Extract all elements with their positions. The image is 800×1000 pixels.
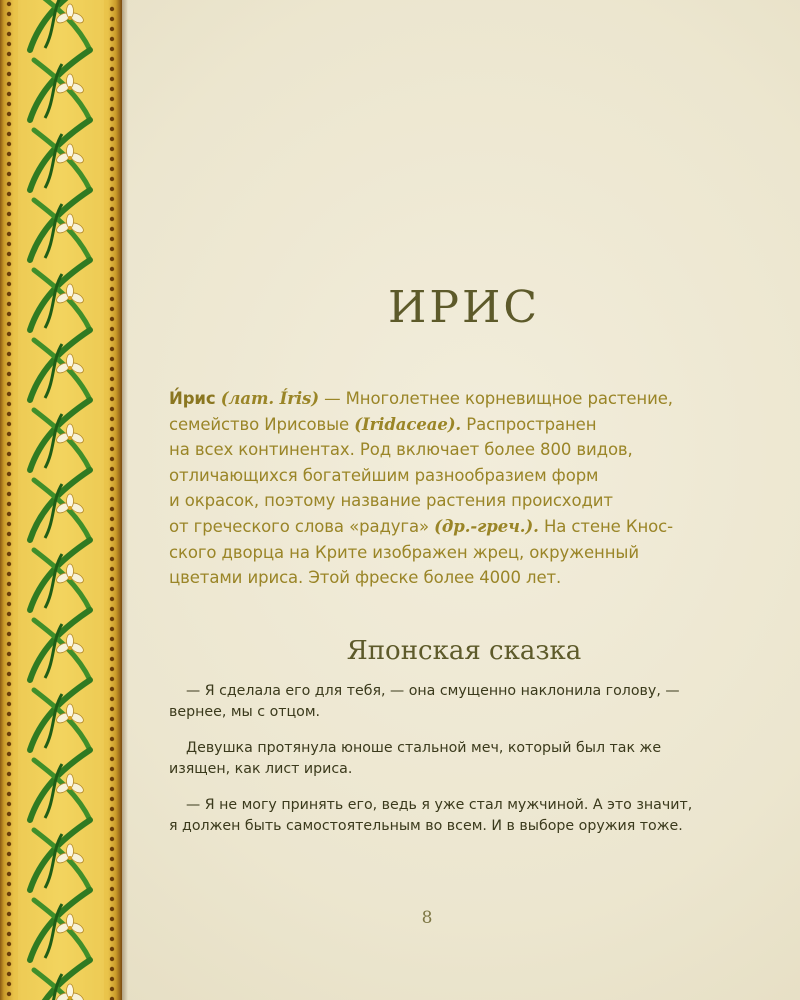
latin-name: (лат. Íris)	[220, 389, 319, 408]
intro-text: от греческого слова «радуга»	[169, 516, 430, 536]
intro-line: на всех континентах. Род включает более 800 видов,	[169, 440, 633, 460]
page-title: ИРИС	[387, 282, 540, 333]
intro-text: Распространен	[466, 414, 597, 434]
intro-text: семейство Ирисовые	[169, 414, 350, 434]
story-paragraph	[169, 795, 729, 837]
intro-text: На стене Кнос-	[543, 516, 673, 536]
intro-line	[169, 386, 729, 412]
intro-line	[169, 514, 729, 540]
intro-line: и окрасок, поэтому название растения происходит	[169, 491, 613, 511]
story-line: я должен быть самостоятельным во всем. И в выборе оружия тоже.	[169, 818, 683, 834]
story-line: изящен, как лист ириса.	[169, 761, 353, 777]
term-bold: И́рис	[169, 389, 216, 408]
story-line: — Я не могу принять его, ведь я уже стал мужчиной. А это значит,	[186, 797, 693, 813]
story-text	[169, 681, 729, 852]
border-shadow	[122, 0, 128, 1000]
intro-line: отличающихся богатейшим разнообразием форм	[169, 465, 599, 485]
ornamental-iris-border	[0, 0, 122, 1000]
family-latin-name: (Iridaceae).	[354, 414, 462, 434]
story-line: — Я сделала его для тебя, — она смущенно наклонила голову, —	[186, 683, 680, 699]
greek-note: (др.-греч.).	[434, 516, 539, 536]
story-paragraph	[169, 738, 729, 780]
story-line: вернее, мы с отцом.	[169, 704, 321, 720]
section-heading: Японская сказка	[346, 636, 582, 666]
story-line: Девушка протянула юноше стальной меч, который был так же	[186, 740, 662, 756]
intro-paragraph	[169, 386, 729, 591]
intro-line: цветами ириса. Этой фреске более 4000 лет.	[169, 568, 562, 588]
story-paragraph	[169, 681, 729, 723]
iris-pattern-illustration	[0, 0, 122, 1000]
intro-text: — Многолетнее корневищное растение,	[324, 389, 673, 408]
intro-line: ского дворца на Крите изображен жрец, окруженный	[169, 542, 639, 562]
page-number: 8	[421, 908, 433, 928]
intro-line	[169, 412, 729, 438]
